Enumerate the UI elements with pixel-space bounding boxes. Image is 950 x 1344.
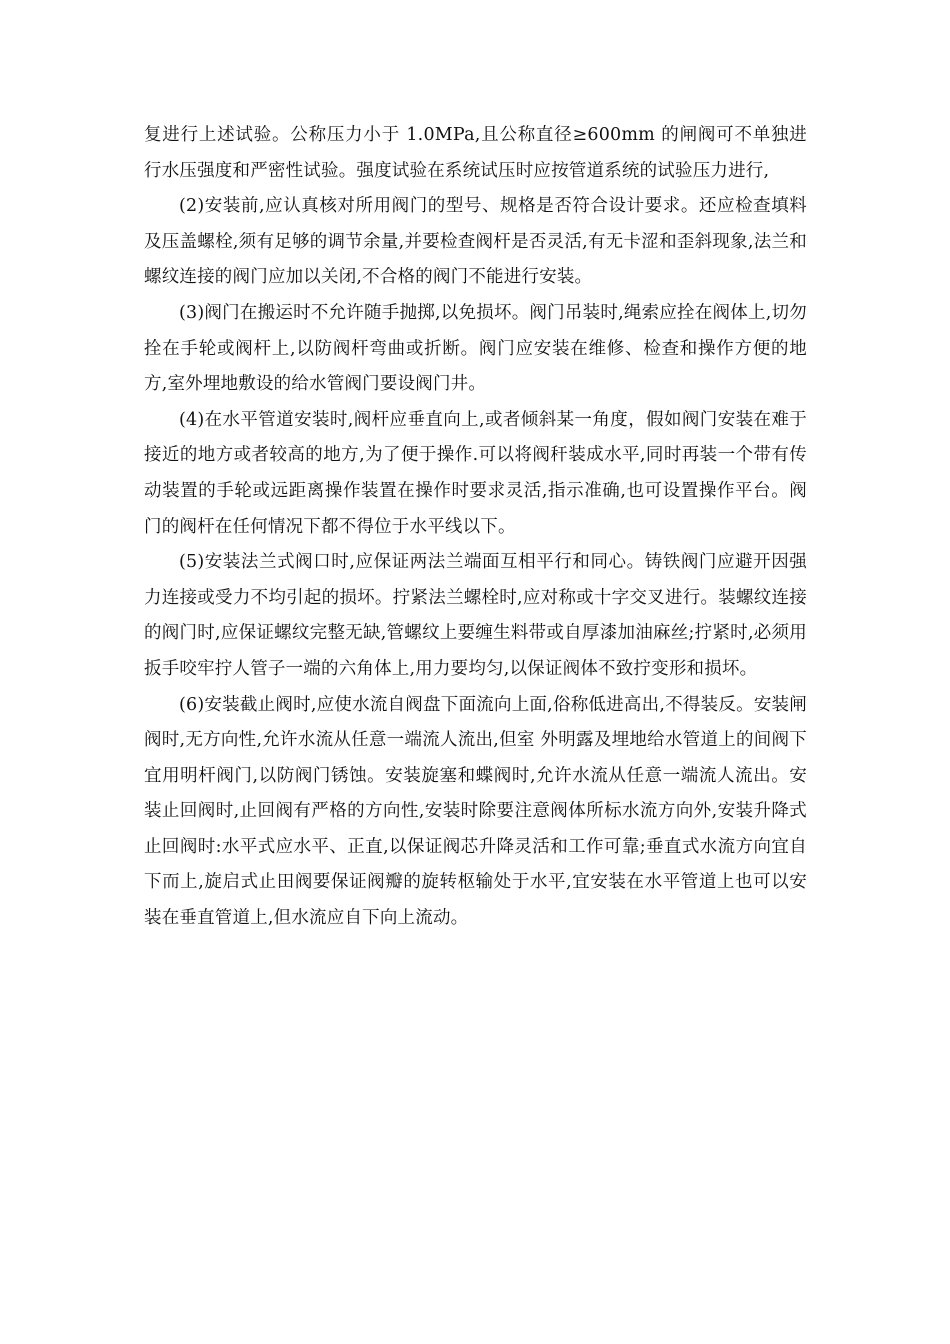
paragraph-item-6: (6)安装截止阀时,应使水流自阀盘下面流向上面,俗称低进高出,不得装反。安装闸阀时,无方向性,允许水流从任意一端流人流出,但室 外明露及埋地给水管道上的间阀下宜用明杆阀门,以防阀门锈蚀。安装旋塞和蝶阀时,允许水流从任意一端流人流出。安装止回阀时,止回阀有严格的方向性,安装时除要注意阀体所标水流方向外,安装升降式止回阀时:水平式应水平、正直,以保证阀芯升降灵活和工作可靠;垂直式水流方向宜自下而上,旋启式止田阀要保证阀瓣的旋转枢输处于水平,宜安装在水平管道上也可以安装在垂直管道上,但水流应自下向上流动。 [144, 694, 807, 929]
paragraph-continuation: 复进行上述试验。公称压力小于 1.0MPa,且公称直径≥600mm 的闸阀可不单独进行水压强度和严密性试验。强度试验在系统试压时应按管道系统的试验压力进行, [144, 125, 807, 181]
paragraph-item-2: (2)安装前,应认真核对所用阀门的型号、规格是否符合设计要求。还应检查填料及压盖螺栓,须有足够的调节余量,并要检查阀杆是否灵活,有无卡涩和歪斜现象,法兰和螺纹连接的阀门应加以关闭,不合格的阀门不能进行安装。 [144, 196, 807, 288]
paragraph-item-3: (3)阀门在搬运时不允许随手抛掷,以免损坏。阀门吊装时,绳索应拴在阀体上,切勿拴在手轮或阀杆上,以防阀杆弯曲或折断。阀门应安装在维修、检查和操作方便的地方,室外埋地敷设的给水管阀门要设阀门井。 [144, 302, 807, 395]
document-body [144, 118, 807, 937]
paragraph-item-4: (4)在水平管道安装时,阀杆应垂直向上,或者倾斜某一角度，假如阀门安装在难于接近的地方或者较高的地方,为了便于操作.可以将阀秆装成水平,同时再装一个带有传动装置的手轮或远距离操作装置在操作时要求灵活,指示准确,也可设置操作平台。阀门的阀杆在任何情况下都不得位于水平线以下。 [144, 409, 807, 537]
paragraph-item-5: (5)安装法兰式阀口时,应保证两法兰端面互相平行和同心。铸铁阀门应避开因强力连接或受力不均引起的损坏。拧紧法兰螺栓时,应对称或十字交叉进行。装螺纹连接的阀门时,应保证螺纹完整无缺,管螺纹上要缠生料带或自厚漆加油麻丝;拧紧时,必须用扳手咬牢拧人管子一端的六角体上,用力要均匀,以保证阀体不致拧变形和损坏。 [144, 552, 807, 679]
